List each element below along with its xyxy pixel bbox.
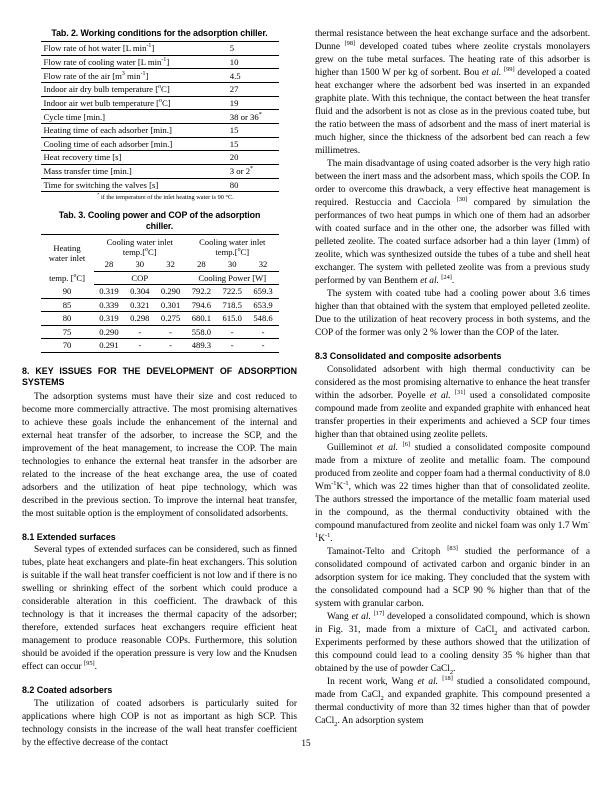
italic-et-al: et al. xyxy=(429,390,451,401)
table-row xyxy=(41,285,279,299)
table3-cell-cop: 0.319 xyxy=(94,312,125,326)
table3-cell-cop: 0.298 xyxy=(124,312,155,326)
paragraph-guilleminot xyxy=(315,442,590,546)
section-heading-8-2: 8.2 Coated adsorbers xyxy=(22,685,113,696)
table-row xyxy=(41,55,279,69)
table3-caption-line1: Tab. 3. Cooling power and COP of the adsorption xyxy=(58,210,261,221)
table2-cell-label: Flow rate of hot water [L $\min^{-1}$] xyxy=(43,43,155,54)
table2-footnote xyxy=(22,194,297,201)
table2-cell-value: 4.5 xyxy=(229,70,241,81)
table3-cell-cop: - xyxy=(155,339,186,353)
paragraph-coated-tube-system: The system with coated tube had a cooling power about 3.6 times higher than that obtained with the system that employed pelleted zeolite. Due to the utilization of heat recovery process in both systems, and the COP of the former was only 2 % lower than the COP of the later. xyxy=(315,289,590,338)
section-heading-8-line2: ADSORPTION SYSTEMS xyxy=(22,365,297,388)
superscript: 3 xyxy=(121,70,125,77)
table2-cell-label: Time for switching the valves [s] xyxy=(43,179,159,190)
table3-cell-heating-temp: 75 xyxy=(41,325,94,339)
text-d: , which was 22 times higher than that of consolidated zeolite. The authors stressed the importance of the metallic foam material used in the compound, as the thermal conductivity obtained with the compound manufactured from zeolite and nickel foam was only 1.7 Wm xyxy=(315,481,590,531)
table3-metric-power: Cooling Power [W] xyxy=(186,271,279,285)
text-b: developed a consolidated compound, which is shown in Fig. 31, made from a mixture of CaCl xyxy=(315,611,591,635)
text-c: K xyxy=(336,481,344,492)
table2-cell-label: Indoor air wet bulb temperature [$^o$C] xyxy=(43,97,171,108)
table2-cell-value: 5 xyxy=(229,43,235,54)
table2-cell-value: 27 xyxy=(229,84,239,95)
table2-cell-value: 15 xyxy=(229,125,239,136)
text-b: used a consolidated composite compound made from zeolite and expanded graphite with enhanced heat transfer properties in their experiments and achieved a SCP four times higher than that obtained using zeolite pellets. xyxy=(315,390,591,440)
italic-et-al: et al. xyxy=(482,68,502,78)
table3-cell-cop: 0.290 xyxy=(155,285,186,299)
table-row xyxy=(41,151,279,165)
superscript: o xyxy=(73,272,77,279)
citation-ref: [83] xyxy=(447,544,458,552)
table2-cell-value: 10 xyxy=(229,56,239,67)
table3-cell-power: - xyxy=(217,339,248,353)
table3-col-temp: 32 xyxy=(248,258,279,271)
table2-cell-label: Cooling time of each adsorber [min.] xyxy=(43,138,173,149)
table3-cell-power: 653.9 xyxy=(248,298,279,312)
paragraph-wang-17 xyxy=(315,611,590,676)
subscript: 2 xyxy=(449,668,454,676)
text-b: studied a consolidated compound, made from CaCl xyxy=(315,676,591,700)
superscript: -1 xyxy=(315,518,590,539)
text-e: K xyxy=(318,533,325,544)
citation-ref: [30] xyxy=(456,195,468,203)
footnote-marker: * xyxy=(250,166,253,173)
paragraph-consolidated-adsorbent xyxy=(315,364,590,442)
footnote-marker: * xyxy=(258,111,262,118)
group1-line2: temp.[$^o$C] xyxy=(122,246,157,257)
table2-cell-label: Flow rate of cooling water [L $\min^{-1}$] xyxy=(43,56,170,67)
table3-cell-power: - xyxy=(248,325,279,339)
table3-col-temp: 32 xyxy=(155,258,186,271)
footnote-marker: * xyxy=(97,192,100,198)
citation-ref: [99] xyxy=(503,65,515,73)
table3-cell-power: 792.2 xyxy=(186,285,217,299)
text-a: Wang xyxy=(327,611,349,622)
table3-group-header-2 xyxy=(186,235,279,258)
paragraph-extended-surfaces xyxy=(22,544,297,674)
table-row xyxy=(41,42,279,56)
section-heading-8-1: 8.1 Extended surfaces xyxy=(22,531,116,542)
table-row xyxy=(41,69,279,83)
two-column-layout xyxy=(22,28,590,750)
italic-et-al: et al. xyxy=(351,611,371,622)
section-heading-8-3: 8.3 Consolidated and composite adsorbents xyxy=(315,351,502,361)
table3-cell-power: 489.3 xyxy=(186,339,217,353)
table3-cell-cop: 0.275 xyxy=(155,312,186,326)
superscript: -1 xyxy=(324,531,331,539)
table3-cell-power: 794.6 xyxy=(186,298,217,312)
citation-ref: [98] xyxy=(344,39,356,47)
citation-ref: [31] xyxy=(454,388,466,396)
table2-cell-label: Indoor air dry bulb temperature [$^o$C] xyxy=(43,84,170,95)
table-row xyxy=(41,123,279,137)
table3-metric-row xyxy=(41,271,279,285)
superscript: o xyxy=(158,84,162,91)
table3-row-header-units: temp. [$^o$C] xyxy=(49,272,85,283)
table3-caption-line2: chiller. xyxy=(145,221,174,232)
superscript: o xyxy=(237,246,241,253)
table3-cell-power: - xyxy=(248,339,279,353)
group2-line1: Cooling water inlet xyxy=(199,236,266,247)
paragraph-text: Several types of extended surfaces can be considered, such as finned tubes, plate heat exchangers and plate-fin heat exchangers. This solution is suitable if the wall heat transfer coefficient is not low and if there is no swelling or shrinking effect of the sorbent which could produce a considerable alteration in this coefficient. The drawback of this technology is that it increases the thermal capacity of the adsorber; therefore, extended surfaces heat exchangers require efficient heat management to produce reasonable COPs. Furthermore, this solution should be avoided if the operation pressure is very low and the Knudsen effect can occur xyxy=(22,545,297,673)
table3-cell-power: 659.3 xyxy=(248,285,279,299)
text-f: . xyxy=(330,533,333,544)
table3-cell-cop: 0.290 xyxy=(94,325,125,339)
page-number: 15 xyxy=(301,738,311,748)
table2-cell-value xyxy=(223,110,279,124)
table-row xyxy=(41,137,279,151)
table-row xyxy=(41,96,279,110)
subscript: 2 xyxy=(380,694,384,702)
table-row xyxy=(41,178,279,192)
hdr-line1: Heating xyxy=(53,242,81,253)
table3-cell-cop: 0.321 xyxy=(124,298,155,312)
table3-cell-cop: 0.319 xyxy=(94,285,125,299)
table-row xyxy=(41,339,279,353)
table3-cell-power: 558.0 xyxy=(186,325,217,339)
paragraph-wang-18 xyxy=(315,676,590,728)
paragraph-text-end: . xyxy=(94,662,97,673)
table-row xyxy=(41,110,279,124)
table3-cell-heating-temp: 85 xyxy=(41,298,94,312)
superscript: -1 xyxy=(161,57,167,64)
text-a: The main disadvantage of using coated adsorber is the very high ratio between the inert mass and the adsorbent mass, which spoils the COP. In order to overcome this drawback, a very effective heat management is required. Restuccia and Cacciola xyxy=(315,159,590,208)
table3-col-temp: 28 xyxy=(94,258,125,271)
table2-cell-label: Heat recovery time [s] xyxy=(43,152,122,163)
right-column xyxy=(315,28,590,728)
table2-cell-value xyxy=(223,164,279,178)
table3-cell-power: 615.0 xyxy=(217,312,248,326)
table2-cell-value: 15 xyxy=(229,138,239,149)
table3-cell-cop: 0.291 xyxy=(94,339,125,353)
table3-body xyxy=(41,235,279,352)
citation-ref: [18] xyxy=(442,674,453,682)
hdr-line2: water inlet xyxy=(48,253,86,264)
paragraph-coated-adsorbers: The utilization of coated adsorbers is particularly suited for applications where high COP is not as important as high SCP. This technology consists in the increase of the wall heat transfer coefficient by the effective decrease of the contact xyxy=(22,699,297,749)
table3-metric-cop: COP xyxy=(94,271,186,285)
citation-ref: [24] xyxy=(441,273,452,281)
group1-line1: Cooling water inlet xyxy=(106,236,173,247)
section-heading-8 xyxy=(22,366,297,389)
value-text: 3 or 2 xyxy=(229,166,251,177)
table-working-conditions xyxy=(41,41,279,192)
text-a: In recent work, Wang xyxy=(327,676,414,687)
text-a: Tamainot-Telto and Critoph xyxy=(327,546,441,557)
footnote-text: if the temperature of the inlet heating water is 90 °C. xyxy=(100,194,234,202)
text-c: . xyxy=(451,276,455,286)
superscript: -1 xyxy=(331,479,337,487)
text-c: and activated carbon. Experiments performed by these authors showed that the utilization of this compound could lead to a cooling density 35 % higher than that obtained by the use of powder CaCl xyxy=(315,624,591,674)
superscript: -1 xyxy=(140,70,146,77)
paragraph-tamainot-telto xyxy=(315,546,590,611)
table3-cell-heating-temp: 70 xyxy=(41,339,94,353)
italic-et-al: et al. xyxy=(417,676,439,687)
text-b: compared by simulation the performances of two heat pumps in which one of them had an adsorber with coated surface and in the other one, the adsorber was filled with pelleted zeolite. The coated surface adsorber had a thin layer (1mm) of zeolite, which was synthesized outside the tubes of a tube and shell heat exchanger. The system with pelleted zeolite was from a previous study performed by van Benthem xyxy=(315,198,591,286)
table2-body xyxy=(41,42,279,192)
text-a: Consolidated adsorbent with high thermal conductivity can be considered as the most promising alternative to enhance the heat transfer within the adsorber. Poyelle xyxy=(315,364,590,401)
table3-cell-power: - xyxy=(217,325,248,339)
table2-cell-label: Cycle time [min.] xyxy=(43,111,106,122)
table-row xyxy=(41,325,279,339)
subscript: 2 xyxy=(494,629,498,637)
table3-cell-heating-temp: 80 xyxy=(41,312,94,326)
table-row xyxy=(41,83,279,97)
table2-cell-value: 80 xyxy=(229,179,239,190)
table3-cell-power: 680.1 xyxy=(186,312,217,326)
citation-ref: [17] xyxy=(373,609,385,617)
table3-col-temp: 30 xyxy=(124,258,155,271)
table2-cell-label: Heating time of each adsorber [min.] xyxy=(43,125,172,136)
table3-cell-cop: - xyxy=(124,325,155,339)
left-column xyxy=(22,28,297,750)
text-a: thermal resistance between the heat exchange surface and the adsorbent. Dunne xyxy=(315,29,590,52)
table3-cell-cop: - xyxy=(124,339,155,353)
table3-cell-power: 718.5 xyxy=(217,298,248,312)
section-heading-8-line1: 8. KEY ISSUES FOR THE DEVELOPMENT OF xyxy=(22,365,233,376)
superscript: -1 xyxy=(343,479,349,487)
group2-line2: temp.[$^o$C] xyxy=(215,246,250,257)
text-c: developed a coated heat exchanger where the adsorbent bed was inserted in an expanded graphite plate. With this technique, the contact between the heat transfer fluid and the adsorbent is not as close as in the previous coated tube, but the ratio between the mass of adsorbent and the mass of inert material is much higher, since the thickness of the adsorbent bed can reach a few millimetres. xyxy=(315,68,591,156)
table3-cell-cop: 0.304 xyxy=(124,285,155,299)
table3-col-temp: 30 xyxy=(217,258,248,271)
paragraph-thermal-resistance xyxy=(315,28,590,158)
text-b: developed coated tubes where zeolite crystals monolayers grew on the tube metal surfaces. The heating rate of this adsorber is higher than 1500 W per kg of sorbent. Bou xyxy=(315,42,591,78)
text-c: and expanded graphite. This compound presented a thermal conductivity of more than 32 times higher than that of powder CaCl xyxy=(315,689,590,726)
citation-ref: [6] xyxy=(402,440,411,448)
citation-ref: [95] xyxy=(84,660,95,668)
table2-cell-label: Mass transfer time [min.] xyxy=(43,166,132,177)
table3-cell-cop: - xyxy=(155,325,186,339)
text-d: . xyxy=(453,663,456,674)
italic-et-al: et al. xyxy=(420,276,439,286)
table3-header-row-1 xyxy=(41,235,279,258)
table-cooling-power-cop xyxy=(41,234,279,352)
italic-et-al: et al. xyxy=(376,442,398,453)
subscript: 2 xyxy=(334,720,338,728)
table2-cell-value: 19 xyxy=(229,97,239,108)
table3-group-header-1 xyxy=(94,235,186,258)
text-d: . An adsorption system xyxy=(337,715,424,726)
table3-cell-power: 722.5 xyxy=(217,285,248,299)
text-b: studied a consolidated composite compound made from a mixture of zeolite and metallic foam. The compound produced from zeolite and copper foam had a thermal conductivity of 8.0 Wm xyxy=(315,442,591,492)
value-text: 38 or 36 xyxy=(229,111,259,122)
table3-cell-cop: 0.339 xyxy=(94,298,125,312)
superscript: -1 xyxy=(146,43,152,50)
paragraph-intro: The adsorption systems must have their size and cost reduced to become more commercially attractive. The most promising alternatives to achieve these goals include the enhancement of the internal and external heat transfer of the adsorber, to increase the SCP, and the improvement of the heat management, to increase the COP. The main technologies to enhance the external heat transfer in the adsorber are related to the increase of the heat exchange area, the use of coated adsorbers and the utilization of heat pipe technology, which was described in the previous section. To improve the internal heat transfer, the most suitable option is the employment of consolidated adsorbents. xyxy=(22,391,297,519)
superscript: o xyxy=(159,97,162,104)
table3-cell-cop: 0.301 xyxy=(155,298,186,312)
table3-col-temp: 28 xyxy=(186,258,217,271)
table3-caption xyxy=(22,210,297,232)
table2-caption: Tab. 2. Working conditions for the adsorption chiller. xyxy=(51,28,268,38)
paragraph-main-disadvantage xyxy=(315,158,590,288)
text-b: studied the performance of a consolidated compound of activated carbon and organic binder in an adsorption system for ice making. They concluded that the system with the consolidated compound had a SCP 90 % higher than that of the system with granular carbon. xyxy=(315,546,591,609)
table-row xyxy=(41,312,279,326)
text-a: Guilleminot xyxy=(327,442,373,453)
table3-cell-power: 548.6 xyxy=(248,312,279,326)
table3-cell-heating-temp: 90 xyxy=(41,285,94,299)
table2-cell-value: 20 xyxy=(229,152,239,163)
table2-cell-label: Flow rate of the air [$m^3$ $\min^{-1}$] xyxy=(43,70,149,81)
table-row xyxy=(41,164,279,178)
table-row xyxy=(41,298,279,312)
superscript: o xyxy=(145,246,149,253)
table3-row-header-label xyxy=(41,235,94,271)
